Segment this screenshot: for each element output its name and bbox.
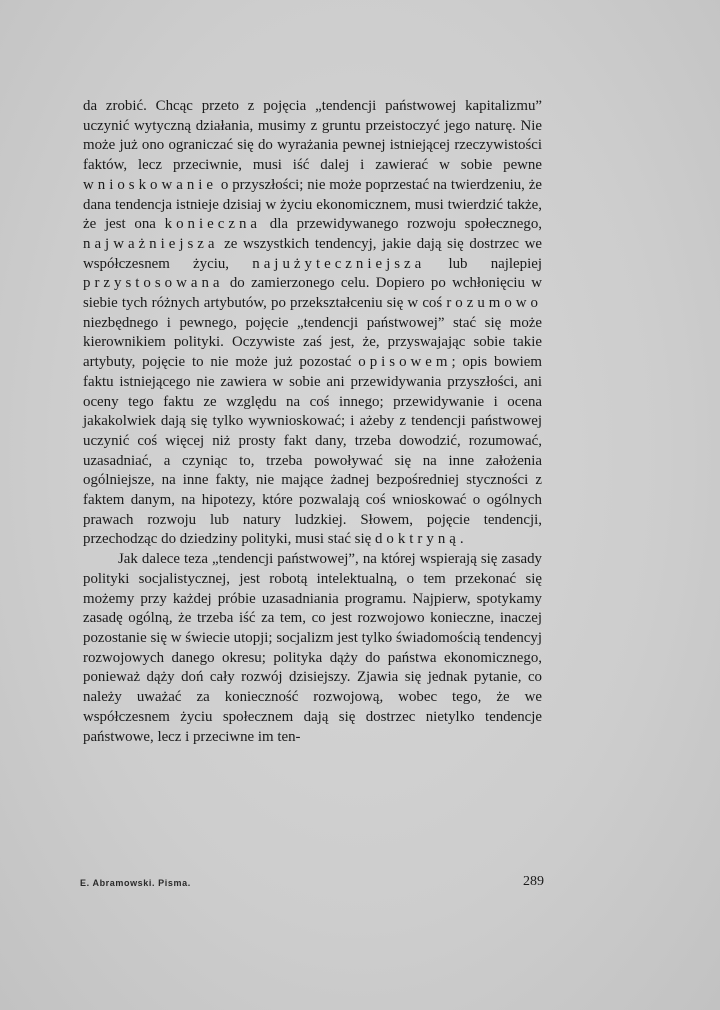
- emphasis-najuzyteczniejsza: najużyteczniejsza: [252, 255, 426, 272]
- text-run: lub najlepiej: [425, 255, 542, 272]
- paragraph-1: [83, 97, 542, 550]
- text-run: do zamierzonego celu. Dopiero po wchłonięciu w siebie tych różnych artybutów, po przekształceniu się w coś: [83, 275, 542, 312]
- emphasis-doktryna: doktryną: [374, 531, 460, 548]
- paragraph-2: Jak dalece teza „tendencji państwowej”, na której wspierają się zasady polityki socjalistycznej, jest robotą intelektualną, o tem przekonać się możemy przy każdej próbie uzasadniania programu. Najpierw, spotykamy zasadę ogólną, że trzeba iść za tem, co jest rozwojowo konieczne, inaczej pozostanie się w świecie utopji; socjalizm jest tylko świadomością tendencyj rozwojowych danego okresu; polityka dąży do państwa ekonomicznego, ponieważ dąży doń cały rozwój dzisiejszy. Zjawia się jednak pytanie, co należy uważać za konieczność rozwojową, wobec tego, że we współczesnem życiu społecznem dają się dostrzec nietylko tendencje państwowe, lecz i przeciwne im ten-: [83, 551, 542, 745]
- text-run: dla przewidywanego rozwoju społecznego,: [261, 216, 542, 233]
- emphasis-konieczna: konieczna: [164, 216, 261, 233]
- emphasis-przystosowana: przystosowana: [83, 275, 224, 292]
- body-text: [83, 97, 542, 747]
- text-run: .: [459, 531, 464, 548]
- emphasis-wnioskowanie: wnioskowanie: [83, 176, 218, 193]
- emphasis-najwazniejsza: najważniejsza: [83, 235, 219, 252]
- text-run: da zrobić. Chcąc przeto z pojęcia „tendencji państwowej kapitalizmu” uczynić wytyczną działania, musimy z gruntu przeistoczyć jego naturę. Nie może już ono ograniczać się do wyrażania pewnej istniejącej rzeczywistości faktów, lecz przeciwnie, musi iść dalej i zawierać w sobie pewne: [83, 98, 542, 174]
- emphasis-rozumowo: rozumowo: [446, 295, 542, 312]
- text-run: ze wszystkich tendencyj, jakie dają się dostrzec we współczesnem życiu,: [83, 235, 542, 272]
- footer-source: E. Abramowski. Pisma.: [80, 878, 191, 888]
- text-run: ; opis bowiem faktu istniejącego nie zawiera w sobie ani przewidywania przyszłości, ani oceny tego faktu ze względu na coś innego; przewidywanie i ocena jakakolwiek dają się tylko wywnioskować; i ażeby z tendencji państwowej uczynić coś więcej niż prosty fakt dany, trzeba dowodzić, rozumować, uzasadniać, a czyniąc to, trzeba powoływać się na inne założenia ogólniejsze, na inne fakty, nie mające żadnej bezpośredniej styczności z faktem danym, na hipotezy, które pozwalają coś wnioskować o ogólnych prawach rozwoju lub natury ludzkiej. Słowem, pojęcie tendencji, przechodząc do dziedziny polityki, musi stać się: [83, 354, 542, 548]
- text-run: o przyszłości; nie może poprzestać na twierdzeniu, że dana tendencja istnieje dzisiaj w życiu ekonomicznem, musi twierdzić także, że jest ona: [83, 176, 542, 233]
- page-number: 289: [523, 874, 544, 889]
- text-run: niezbędnego i pewnego, pojęcie „tendencji państwowej” stać się może kierownikiem polityki. Oczywiste zaś jest, że, przyswajając sobie takie artybuty, pojęcie to nie może już pozostać: [83, 314, 542, 371]
- emphasis-opisowem: opisowem: [358, 354, 452, 371]
